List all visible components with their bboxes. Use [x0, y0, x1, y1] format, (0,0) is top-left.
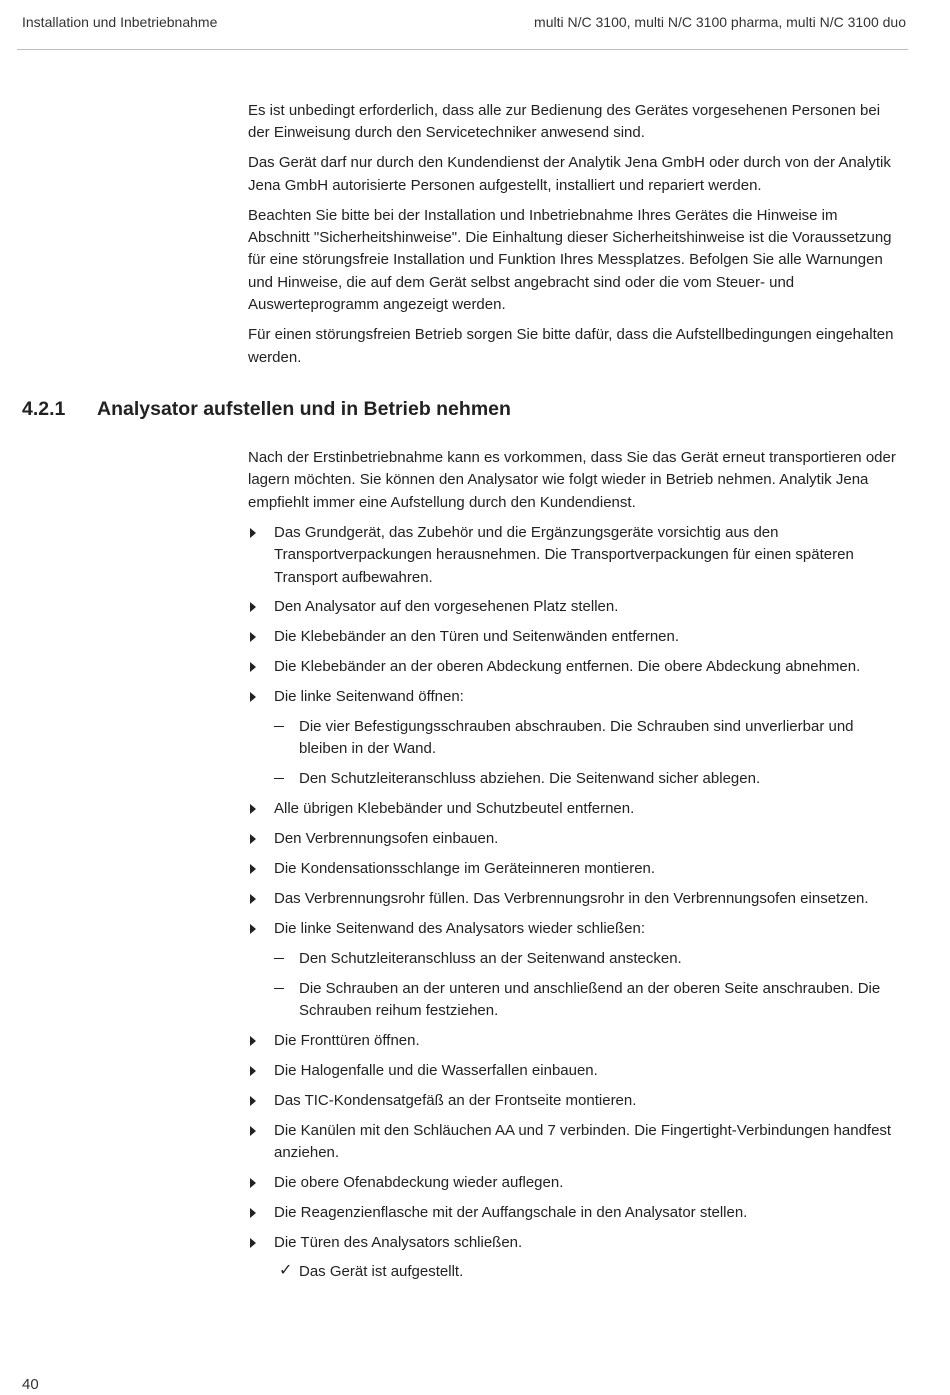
- substep-item: [274, 768, 900, 790]
- step-text: Das Verbrennungsrohr füllen. Das Verbrennungsrohr in den Verbrennungsofen einsetzen.: [274, 890, 869, 907]
- step-item: [248, 686, 900, 791]
- triangle-bullet-icon: [250, 692, 256, 702]
- step-item: [248, 1060, 900, 1082]
- dash-bullet-icon: [274, 958, 284, 959]
- triangle-bullet-icon: [250, 804, 256, 814]
- section-body: [248, 447, 900, 1283]
- triangle-bullet-icon: [250, 662, 256, 672]
- header-product-title: multi N/C 3100, multi N/C 3100 pharma, multi N/C 3100 duo: [534, 14, 906, 30]
- step-text: Das Grundgerät, das Zubehör und die Ergänzungsgeräte vorsichtig aus den Transportverpackungen herausnehmen. Die Transportverpackungen für einen späteren Transport aufbewahren.: [274, 523, 854, 586]
- substep-item: [274, 948, 900, 970]
- intro-paragraph: Beachten Sie bitte bei der Installation und Inbetriebnahme Ihres Gerätes die Hinweise im Abschnitt "Sicherheitshinweise". Die Einhaltung dieser Sicherheitshinweise ist die Voraussetzung für eine störungsfreie Installation und Funktion Ihres Messplatzes. Befolgen Sie alle Warnungen und Hinweise, die auf dem Gerät selbst angebracht sind oder die vom Steuer- und Auswerteprogramm angezeigt werden.: [248, 206, 892, 314]
- intro-paragraph: Es ist unbedingt erforderlich, dass alle zur Bedienung des Gerätes vorgesehenen Personen bei der Einweisung durch den Servicetechniker anwesend sind.: [248, 102, 881, 142]
- section-title: Analysator aufstellen und in Betrieb nehmen: [97, 398, 511, 420]
- step-text: Die linke Seitenwand öffnen:: [274, 688, 464, 706]
- section-number: 4.2.1: [22, 398, 66, 420]
- triangle-bullet-icon: [250, 1238, 256, 1248]
- step-list: [248, 522, 900, 1255]
- step-item: [248, 1120, 900, 1165]
- step-text: Die Reagenzienflasche mit der Auffangschale in den Analysator stellen.: [274, 1203, 748, 1221]
- dash-bullet-icon: [274, 726, 284, 727]
- triangle-bullet-icon: [250, 1208, 256, 1218]
- intro-paragraph: Für einen störungsfreien Betrieb sorgen Sie bitte dafür, dass die Aufstellbedingungen eingehalten werden.: [248, 326, 894, 366]
- triangle-bullet-icon: [250, 864, 256, 874]
- page-number: 40: [22, 1376, 39, 1393]
- substep-text: Den Schutzleiteranschluss an der Seitenwand anstecken.: [299, 949, 682, 967]
- step-item: [248, 1090, 900, 1112]
- step-text: Die Türen des Analysators schließen.: [274, 1233, 523, 1251]
- header-divider: [17, 49, 908, 50]
- step-item: [248, 888, 900, 910]
- step-text: Die Fronttüren öffnen.: [274, 1032, 420, 1050]
- step-text: Die Kanülen mit den Schläuchen AA und 7 verbinden. Die Fingertight-Verbindungen handfest anziehen.: [274, 1121, 892, 1162]
- triangle-bullet-icon: [250, 528, 256, 538]
- substep-item: [274, 978, 900, 1023]
- step-item: [248, 1172, 900, 1194]
- substep-list: [274, 948, 900, 1023]
- step-item: [248, 1232, 900, 1254]
- triangle-bullet-icon: [250, 1066, 256, 1076]
- step-item: [248, 798, 900, 820]
- triangle-bullet-icon: [250, 1036, 256, 1046]
- step-item: [248, 626, 900, 648]
- section-heading: [22, 398, 511, 421]
- triangle-bullet-icon: [250, 602, 256, 612]
- step-item: [248, 828, 900, 850]
- dash-bullet-icon: [274, 988, 284, 989]
- triangle-bullet-icon: [250, 924, 256, 934]
- substep-text: Die vier Befestigungsschrauben abschrauben. Die Schrauben sind unverlierbar und bleiben in der Wand.: [299, 718, 854, 758]
- step-item: [248, 1030, 900, 1052]
- substep-text: Den Schutzleiteranschluss abziehen. Die Seitenwand sicher ablegen.: [299, 770, 761, 788]
- step-item: [248, 918, 900, 1023]
- step-text: Die Klebebänder an der oberen Abdeckung entfernen. Die obere Abdeckung abnehmen.: [274, 658, 861, 676]
- triangle-bullet-icon: [250, 1096, 256, 1106]
- triangle-bullet-icon: [250, 1178, 256, 1188]
- triangle-bullet-icon: [250, 1126, 256, 1136]
- triangle-bullet-icon: [250, 894, 256, 904]
- triangle-bullet-icon: [250, 632, 256, 642]
- result-line: [248, 1261, 900, 1283]
- step-item: [248, 858, 900, 880]
- step-text: Die Kondensationsschlange im Geräteinneren montieren.: [274, 860, 656, 878]
- step-item: [248, 1202, 900, 1224]
- substep-item: [274, 716, 900, 761]
- dash-bullet-icon: [274, 778, 284, 779]
- substep-list: [274, 716, 900, 791]
- checkmark-icon: ✓: [279, 1261, 293, 1279]
- step-item: [248, 522, 900, 589]
- step-text: Alle übrigen Klebebänder und Schutzbeutel entfernen.: [274, 800, 635, 818]
- triangle-bullet-icon: [250, 834, 256, 844]
- result-text: Das Gerät ist aufgestellt.: [299, 1262, 464, 1280]
- step-text: Die Halogenfalle und die Wasserfallen einbauen.: [274, 1061, 598, 1079]
- step-text: Den Analysator auf den vorgesehenen Platz stellen.: [274, 598, 619, 616]
- header-chapter-title: Installation und Inbetriebnahme: [22, 14, 218, 30]
- step-text: Das TIC-Kondensatgefäß an der Frontseite montieren.: [274, 1091, 637, 1109]
- step-text: Die linke Seitenwand des Analysators wieder schließen:: [274, 919, 646, 937]
- intro-paragraph: Das Gerät darf nur durch den Kundendienst der Analytik Jena GmbH oder durch von der Analytik Jena GmbH autorisierte Personen aufgestellt, installiert und repariert werden.: [248, 154, 891, 194]
- section-lead: Nach der Erstinbetriebnahme kann es vorkommen, dass Sie das Gerät erneut transportieren oder lagern möchten. Sie können den Analysator wie folgt wieder in Betrieb nehmen. Analytik Jena empfiehlt immer eine Aufstellung durch den Kundendienst.: [248, 449, 896, 511]
- intro-text: [248, 100, 900, 376]
- step-text: Die Klebebänder an den Türen und Seitenwänden entfernen.: [274, 628, 680, 646]
- step-text: Die obere Ofenabdeckung wieder auflegen.: [274, 1174, 564, 1192]
- step-item: [248, 656, 900, 678]
- step-item: [248, 596, 900, 618]
- running-header: [22, 14, 906, 30]
- substep-text: Die Schrauben an der unteren und anschließend an der oberen Seite anschrauben. Die Schrauben reihum festziehen.: [299, 979, 881, 1020]
- step-text: Den Verbrennungsofen einbauen.: [274, 830, 499, 848]
